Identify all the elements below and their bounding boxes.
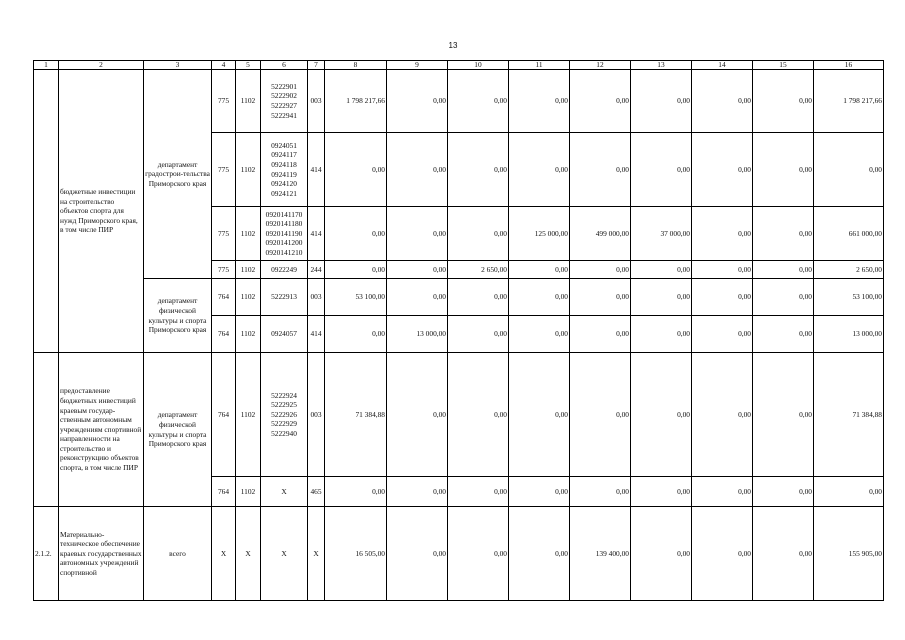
target-article-code: 5222913	[261, 279, 308, 316]
amount-cell: 0,00	[631, 279, 692, 316]
amount-cell: 0,00	[753, 316, 814, 353]
amount-cell: 0,00	[753, 279, 814, 316]
column-header: 10	[448, 61, 509, 70]
amount-cell: 0,00	[387, 133, 448, 207]
column-header: 5	[236, 61, 261, 70]
amount-cell: 0,00	[570, 279, 631, 316]
amount-cell: 0,00	[753, 261, 814, 279]
section-code: 1102	[236, 261, 261, 279]
amount-cell: 0,00	[692, 353, 753, 477]
amount-cell: 1 798 217,66	[814, 70, 884, 133]
section-code: 1102	[236, 353, 261, 477]
ministry-code: 764	[212, 279, 236, 316]
amount-cell: 0,00	[692, 279, 753, 316]
target-article-code: 0920141170 0920141180 0920141190 0920141200 0920141210	[261, 207, 308, 261]
section-code: 1102	[236, 133, 261, 207]
amount-cell: 0,00	[570, 261, 631, 279]
expense-type-code: 003	[308, 279, 325, 316]
ministry-code: 775	[212, 133, 236, 207]
table-row	[34, 507, 884, 601]
amount-cell: 0,00	[631, 477, 692, 507]
amount-cell: 71 384,88	[325, 353, 387, 477]
section-code: 1102	[236, 477, 261, 507]
expense-type-code: 414	[308, 133, 325, 207]
row-number-cell	[34, 353, 59, 507]
amount-cell: 13 000,00	[814, 316, 884, 353]
expense-type-code: 003	[308, 70, 325, 133]
amount-cell: 0,00	[325, 316, 387, 353]
amount-cell: 0,00	[509, 477, 570, 507]
amount-cell: 0,00	[387, 279, 448, 316]
amount-cell: 0,00	[448, 133, 509, 207]
program-name: предоставление бюджетных инвестиций краевым государ-ственным автономным учреждениям спортивной направленности на строительство и реконструкцию объектов спорта, в том числе ПИР	[59, 353, 144, 507]
program-name: бюджетные инвестиции на строительство объектов спорта для нужд Приморского края, в том числе ПИР	[59, 70, 144, 353]
amount-cell: 0,00	[325, 477, 387, 507]
column-header: 4	[212, 61, 236, 70]
amount-cell: 0,00	[814, 133, 884, 207]
amount-cell: 0,00	[509, 507, 570, 601]
amount-cell: 0,00	[387, 507, 448, 601]
expense-type-code: 244	[308, 261, 325, 279]
amount-cell: 2 650,00	[448, 261, 509, 279]
target-article-code: 0922249	[261, 261, 308, 279]
table-row	[34, 279, 884, 316]
department-name: департамент физической культуры и спорта Приморского края	[144, 353, 212, 507]
section-code: 1102	[236, 279, 261, 316]
target-article-code: 0924051 0924117 0924118 0924119 0924120 0924121	[261, 133, 308, 207]
table-row	[34, 70, 884, 133]
amount-cell: 0,00	[631, 316, 692, 353]
amount-cell: 0,00	[509, 279, 570, 316]
budget-table	[33, 60, 884, 601]
amount-cell: 13 000,00	[387, 316, 448, 353]
amount-cell: 499 000,00	[570, 207, 631, 261]
amount-cell: 0,00	[753, 70, 814, 133]
column-header: 9	[387, 61, 448, 70]
ministry-code: 764	[212, 316, 236, 353]
amount-cell: 0,00	[692, 261, 753, 279]
item-number: 2.1.2.	[34, 507, 59, 601]
amount-cell: 0,00	[325, 133, 387, 207]
amount-cell: 139 400,00	[570, 507, 631, 601]
amount-cell: 0,00	[325, 261, 387, 279]
ministry-code: 764	[212, 477, 236, 507]
amount-cell: 0,00	[631, 133, 692, 207]
column-header: 3	[144, 61, 212, 70]
amount-cell: 71 384,88	[814, 353, 884, 477]
department-name: департамент градострои-тельства Приморского края	[144, 70, 212, 279]
amount-cell: 0,00	[448, 207, 509, 261]
table-row	[34, 353, 884, 477]
column-header: 1	[34, 61, 59, 70]
amount-cell: 0,00	[387, 353, 448, 477]
column-header: 14	[692, 61, 753, 70]
column-header: 8	[325, 61, 387, 70]
ministry-code: 775	[212, 70, 236, 133]
amount-cell: 0,00	[570, 316, 631, 353]
ministry-code: 764	[212, 353, 236, 477]
amount-cell: 0,00	[692, 133, 753, 207]
column-header: 6	[261, 61, 308, 70]
amount-cell: 0,00	[448, 507, 509, 601]
amount-cell: 0,00	[509, 133, 570, 207]
amount-cell: 0,00	[631, 507, 692, 601]
expense-type-code: 465	[308, 477, 325, 507]
amount-cell: 0,00	[631, 70, 692, 133]
row-number-cell	[34, 70, 59, 353]
column-header: 15	[753, 61, 814, 70]
amount-cell: 2 650,00	[814, 261, 884, 279]
section-code: 1102	[236, 316, 261, 353]
amount-cell: 16 505,00	[325, 507, 387, 601]
column-header: 7	[308, 61, 325, 70]
amount-cell: 0,00	[631, 261, 692, 279]
amount-cell: 0,00	[692, 316, 753, 353]
amount-cell: 0,00	[692, 477, 753, 507]
department-name: департамент физической культуры и спорта Приморского края	[144, 279, 212, 353]
amount-cell: 0,00	[570, 477, 631, 507]
amount-cell: 0,00	[509, 70, 570, 133]
column-header: 2	[59, 61, 144, 70]
amount-cell: 0,00	[753, 133, 814, 207]
ministry-code: 775	[212, 261, 236, 279]
expense-type-code: 003	[308, 353, 325, 477]
amount-cell: 0,00	[753, 207, 814, 261]
amount-cell: 0,00	[692, 70, 753, 133]
program-name: Материально-техническое обеспечение краевых государственных автономных учреждений спортивной	[59, 507, 144, 601]
amount-cell: 37 000,00	[631, 207, 692, 261]
amount-cell: 0,00	[753, 507, 814, 601]
section-code: Х	[236, 507, 261, 601]
target-article-code: Х	[261, 477, 308, 507]
amount-cell: 0,00	[387, 70, 448, 133]
amount-cell: 155 905,00	[814, 507, 884, 601]
amount-cell: 0,00	[448, 316, 509, 353]
amount-cell: 0,00	[814, 477, 884, 507]
amount-cell: 125 000,00	[509, 207, 570, 261]
amount-cell: 0,00	[325, 207, 387, 261]
amount-cell: 0,00	[387, 207, 448, 261]
target-article-code: Х	[261, 507, 308, 601]
ministry-code: 775	[212, 207, 236, 261]
department-name: всего	[144, 507, 212, 601]
expense-type-code: 414	[308, 207, 325, 261]
column-header: 13	[631, 61, 692, 70]
section-code: 1102	[236, 207, 261, 261]
column-header: 11	[509, 61, 570, 70]
ministry-code: Х	[212, 507, 236, 601]
amount-cell: 0,00	[448, 70, 509, 133]
amount-cell: 0,00	[509, 316, 570, 353]
amount-cell: 53 100,00	[814, 279, 884, 316]
amount-cell: 53 100,00	[325, 279, 387, 316]
column-header: 12	[570, 61, 631, 70]
amount-cell: 0,00	[509, 261, 570, 279]
amount-cell: 0,00	[631, 353, 692, 477]
target-article-code: 0924057	[261, 316, 308, 353]
target-article-code: 5222924 5222925 5222926 5222929 5222940	[261, 353, 308, 477]
expense-type-code: 414	[308, 316, 325, 353]
section-code: 1102	[236, 70, 261, 133]
amount-cell: 0,00	[570, 353, 631, 477]
amount-cell: 661 000,00	[814, 207, 884, 261]
header-row	[34, 61, 884, 70]
amount-cell: 0,00	[570, 133, 631, 207]
amount-cell: 0,00	[448, 477, 509, 507]
amount-cell: 0,00	[570, 70, 631, 133]
amount-cell: 0,00	[753, 477, 814, 507]
expense-type-code: Х	[308, 507, 325, 601]
amount-cell: 0,00	[753, 353, 814, 477]
amount-cell: 0,00	[448, 353, 509, 477]
amount-cell: 0,00	[692, 207, 753, 261]
page-number: 13	[448, 41, 458, 50]
amount-cell: 0,00	[692, 507, 753, 601]
amount-cell: 0,00	[387, 261, 448, 279]
amount-cell: 0,00	[509, 353, 570, 477]
column-header: 16	[814, 61, 884, 70]
amount-cell: 0,00	[387, 477, 448, 507]
amount-cell: 0,00	[448, 279, 509, 316]
target-article-code: 5222901 5222902 5222927 5222941	[261, 70, 308, 133]
amount-cell: 1 798 217,66	[325, 70, 387, 133]
